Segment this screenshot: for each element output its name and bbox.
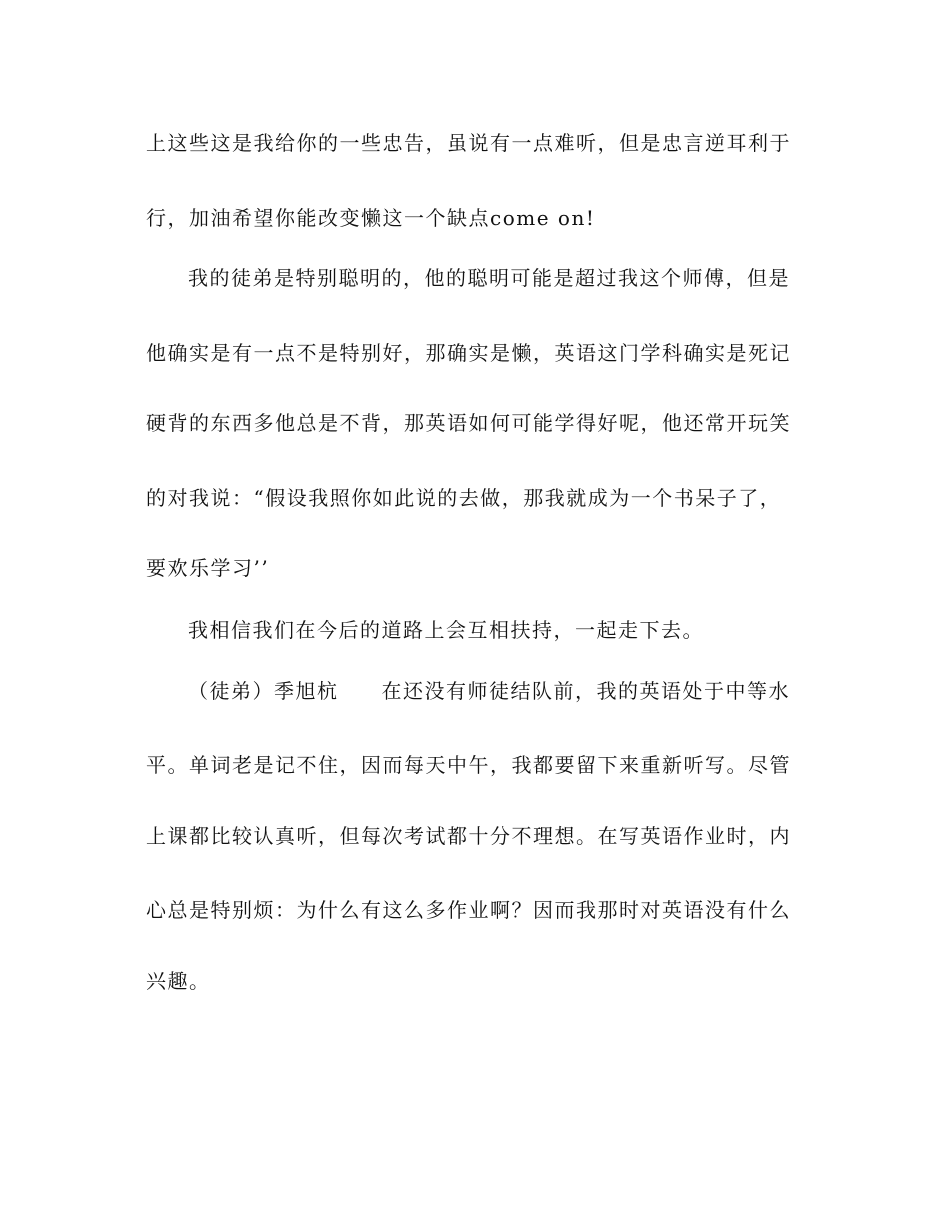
text-line: 兴趣。 bbox=[146, 969, 211, 993]
paragraph-start-line: 我相信我们在今后的道路上会互相扶持，一起走下去。 bbox=[188, 618, 704, 642]
text-line: 平。单词老是记不住，因而每天中午，我都要留下来重新听写。尽管 bbox=[146, 753, 791, 777]
text-line: 上这些这是我给你的一些忠告，虽说有一点难听，但是忠言逆耳利于 bbox=[146, 131, 791, 155]
text-line: 他确实是有一点不是特别好，那确实是懒，英语这门学科确实是死记 bbox=[146, 341, 791, 365]
paragraph-start-line: （徒弟）季旭杭 在还没有师徒结队前，我的英语处于中等水 bbox=[188, 679, 790, 703]
text-line: 行，加油希望你能改变懒这一个缺点come on! bbox=[146, 206, 596, 230]
paragraph-start-line: 我的徒弟是特别聪明的，他的聪明可能是超过我这个师傅，但是 bbox=[188, 266, 790, 290]
text-line: 心总是特别烦：为什么有这么多作业啊？因而我那时对英语没有什么 bbox=[146, 898, 791, 922]
text-line: 上课都比较认真听，但每次考试都十分不理想。在写英语作业时，内 bbox=[146, 824, 791, 848]
text-line: 要欢乐学习’’ bbox=[146, 556, 270, 580]
text-line: 的对我说：“假设我照你如此说的去做，那我就成为一个书呆子了， bbox=[146, 486, 782, 510]
text-line: 硬背的东西多他总是不背，那英语如何可能学得好呢，他还常开玩笑 bbox=[146, 411, 791, 435]
